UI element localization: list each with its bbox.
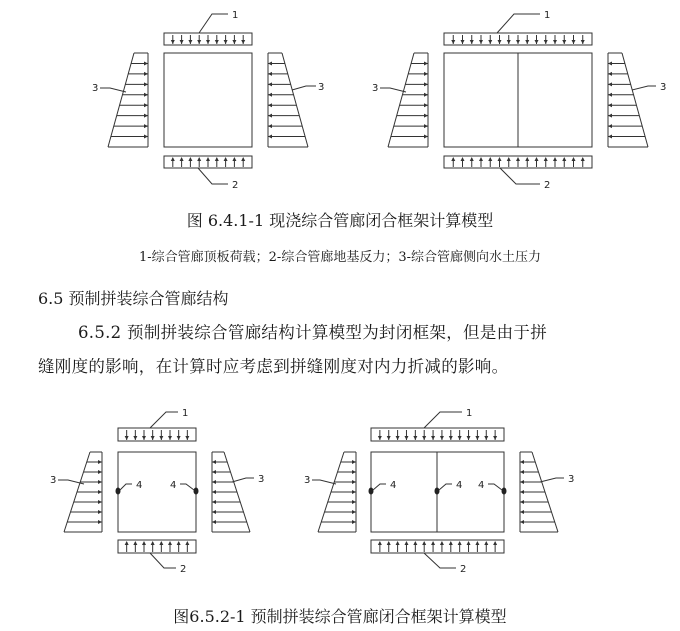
- base-reaction-double-arrow-head: [525, 157, 529, 161]
- lateral-left-single-slope-line: [108, 53, 134, 147]
- base-reaction-double-label: 2: [544, 180, 551, 191]
- joint-left-precast-double: [369, 488, 374, 495]
- lateral-right-double-arrow-head: [608, 93, 612, 97]
- lateral-left-precast-double-arrow-head: [352, 510, 356, 514]
- joint-right-precast-single: [194, 488, 199, 495]
- base-reaction-double-arrow-head: [507, 157, 511, 161]
- base-reaction-precast-double-band: [371, 540, 504, 553]
- lateral-right-double-arrow-head: [608, 82, 612, 86]
- lateral-right-precast-single-leader: [232, 478, 254, 482]
- lateral-right-single-arrow-head: [268, 103, 272, 107]
- lateral-left-single-arrow-head: [144, 124, 148, 128]
- joint-right-precast-double-label: 4: [478, 480, 485, 491]
- top-load-precast-double-arrow-head: [467, 436, 471, 440]
- top-load-precast-single-arrow-head: [125, 436, 129, 440]
- paragraph-line-2: 缝刚度的影响，在计算时应考虑到拼缝刚度对内力折减的影响。: [38, 357, 509, 376]
- lateral-left-double-slope-line: [388, 53, 414, 147]
- base-reaction-precast-single-arrow-head: [142, 541, 146, 545]
- top-load-double-arrow-head: [562, 40, 566, 44]
- lateral-right-single-arrow-head: [268, 124, 272, 128]
- base-reaction-precast-double-arrow-head: [378, 541, 382, 545]
- paragraph-line-1: 6.5.2 预制拼装综合管廊结构计算模型为封闭框架，但是由于拼: [78, 323, 548, 342]
- figure-2-diagram: [0, 400, 680, 590]
- lateral-right-precast-single-arrow-head: [212, 490, 216, 494]
- base-reaction-double-arrow-head: [535, 157, 539, 161]
- top-load-double-arrow-head: [470, 40, 474, 44]
- figure-1-caption: 图 6.4.1-1 现浇综合管廊闭合框架计算模型: [186, 211, 494, 230]
- base-reaction-single-arrow-head: [224, 157, 228, 161]
- base-reaction-precast-double-arrow-head: [413, 541, 417, 545]
- joint-left-precast-single: [116, 488, 121, 495]
- top-load-single-arrow-head: [241, 40, 245, 44]
- lateral-left-precast-single-arrow-head: [98, 480, 102, 484]
- base-reaction-double-arrow-head: [572, 157, 576, 161]
- joint-middle-precast-double-label: 4: [456, 480, 463, 491]
- top-load-precast-double-arrow-head: [378, 436, 382, 440]
- lateral-right-double-label: 3: [660, 82, 667, 93]
- top-load-double-leader: [497, 14, 540, 33]
- top-load-precast-double-arrow-head: [475, 436, 479, 440]
- lateral-left-precast-single-arrow-head: [98, 500, 102, 504]
- lateral-right-double-arrow-head: [608, 114, 612, 118]
- top-load-double-arrow-head: [544, 40, 548, 44]
- lateral-right-precast-double-arrow-head: [520, 510, 524, 514]
- top-load-single-label: 1: [232, 10, 239, 21]
- lateral-right-precast-single-label: 3: [258, 474, 265, 485]
- lateral-left-double-arrow-head: [424, 72, 428, 76]
- top-load-precast-double-arrow-head: [440, 436, 444, 440]
- joint-right-precast-single-label: 4: [170, 480, 177, 491]
- top-load-precast-single-label: 1: [182, 408, 189, 419]
- lateral-left-precast-double-arrow-head: [352, 500, 356, 504]
- base-reaction-precast-single-arrow-head: [177, 541, 181, 545]
- base-reaction-single-arrow-head: [171, 157, 175, 161]
- lateral-right-precast-double-arrow-head: [520, 490, 524, 494]
- top-load-single-arrow-head: [197, 40, 201, 44]
- figure-1-legend: 1-综合管廊顶板荷载；2-综合管廊地基反力；3-综合管廊侧向水土压力: [139, 250, 541, 265]
- lateral-left-double-arrow-head: [424, 103, 428, 107]
- lateral-right-double-arrow-head: [608, 72, 612, 76]
- base-reaction-precast-double-arrow-head: [440, 541, 444, 545]
- top-load-double-arrow-head: [461, 40, 465, 44]
- base-reaction-double-arrow-head: [451, 157, 455, 161]
- base-reaction-precast-double-arrow-head: [449, 541, 453, 545]
- joint-middle-precast-double: [435, 488, 440, 495]
- base-reaction-precast-double-arrow-head: [422, 541, 426, 545]
- base-reaction-double-arrow-head: [498, 157, 502, 161]
- lateral-left-precast-single-label: 3: [50, 475, 57, 486]
- lateral-left-double-arrow-head: [424, 93, 428, 97]
- lateral-left-precast-single-arrow-head: [98, 510, 102, 514]
- top-load-precast-single-arrow-head: [168, 436, 172, 440]
- lateral-left-precast-double-label: 3: [304, 475, 311, 486]
- base-reaction-precast-double-arrow-head: [458, 541, 462, 545]
- top-load-precast-single-arrow-head: [133, 436, 137, 440]
- top-load-precast-double-arrow-head: [449, 436, 453, 440]
- top-load-double-arrow-head: [581, 40, 585, 44]
- lateral-left-double-arrow-head: [424, 124, 428, 128]
- lateral-left-precast-single-arrow-head: [98, 520, 102, 524]
- top-load-precast-single-arrow-head: [159, 436, 163, 440]
- lateral-left-double-leader: [380, 88, 406, 92]
- lateral-left-single-arrow-head: [144, 61, 148, 65]
- lateral-left-precast-double-leader: [312, 480, 336, 484]
- section-heading: 6.5 预制拼装综合管廊结构: [38, 289, 229, 308]
- base-reaction-precast-double-label: 2: [460, 564, 467, 575]
- base-reaction-precast-double-arrow-head: [484, 541, 488, 545]
- top-load-single-arrow-head: [215, 40, 219, 44]
- base-reaction-double-arrow-head: [581, 157, 585, 161]
- lateral-right-double-arrow-head: [608, 61, 612, 65]
- top-load-precast-single-arrow-head: [177, 436, 181, 440]
- joint-left-precast-double-leader: [373, 484, 386, 490]
- base-reaction-precast-single-band: [118, 540, 196, 553]
- lateral-left-precast-single-arrow-head: [98, 460, 102, 464]
- top-load-double-arrow-head: [516, 40, 520, 44]
- top-load-single-arrow-head: [171, 40, 175, 44]
- lateral-right-double-arrow-head: [608, 135, 612, 139]
- top-load-double-arrow-head: [479, 40, 483, 44]
- base-reaction-single-arrow-head: [188, 157, 192, 161]
- lateral-left-precast-double-arrow-head: [352, 480, 356, 484]
- base-reaction-precast-double-arrow-head: [387, 541, 391, 545]
- top-load-double-label: 1: [544, 10, 551, 21]
- top-load-precast-double-label: 1: [466, 408, 473, 419]
- top-load-double-arrow-head: [498, 40, 502, 44]
- lateral-left-single-arrow-head: [144, 114, 148, 118]
- base-reaction-single-arrow-head: [197, 157, 201, 161]
- base-reaction-double-arrow-head: [544, 157, 548, 161]
- top-load-single-arrow-head: [206, 40, 210, 44]
- base-reaction-double-arrow-head: [488, 157, 492, 161]
- top-load-precast-double-arrow-head: [396, 436, 400, 440]
- lateral-right-single-arrow-head: [268, 93, 272, 97]
- top-load-double-arrow-head: [488, 40, 492, 44]
- base-reaction-precast-single-arrow-head: [168, 541, 172, 545]
- figure-1-diagram: [0, 0, 680, 200]
- lateral-left-precast-double-arrow-head: [352, 470, 356, 474]
- lateral-right-single-label: 3: [318, 82, 325, 93]
- lateral-right-single-arrow-head: [268, 114, 272, 118]
- lateral-left-single-label: 3: [92, 83, 99, 94]
- lateral-left-precast-double-arrow-head: [352, 520, 356, 524]
- lateral-right-precast-double-arrow-head: [520, 480, 524, 484]
- figure-2: [0, 400, 680, 590]
- lateral-right-precast-double-label: 3: [568, 474, 575, 485]
- lateral-left-precast-single-arrow-head: [98, 490, 102, 494]
- lateral-right-precast-single-arrow-head: [212, 510, 216, 514]
- joint-right-precast-single-leader: [180, 484, 194, 490]
- lateral-right-double-arrow-head: [608, 103, 612, 107]
- top-load-single-leader: [199, 14, 228, 33]
- lateral-right-precast-double-arrow-head: [520, 470, 524, 474]
- lateral-left-precast-single-arrow-head: [98, 470, 102, 474]
- frame-single-precast: [118, 452, 196, 532]
- top-load-single-arrow-head: [188, 40, 192, 44]
- lateral-right-precast-single-arrow-head: [212, 460, 216, 464]
- base-reaction-single-arrow-head: [206, 157, 210, 161]
- base-reaction-single-arrow-head: [180, 157, 184, 161]
- top-load-double-arrow-head: [572, 40, 576, 44]
- lateral-right-double-arrow-head: [608, 124, 612, 128]
- base-reaction-precast-double-arrow-head: [493, 541, 497, 545]
- lateral-right-single-arrow-head: [268, 72, 272, 76]
- lateral-right-double-leader: [632, 86, 656, 90]
- frame-single: [164, 53, 252, 147]
- lateral-left-double-arrow-head: [424, 82, 428, 86]
- top-load-double-arrow-head: [507, 40, 511, 44]
- joint-left-precast-single-label: 4: [136, 480, 143, 491]
- lateral-right-single-arrow-head: [268, 135, 272, 139]
- joint-right-precast-double-leader: [488, 484, 502, 490]
- joint-left-precast-single-leader: [120, 484, 132, 490]
- top-load-precast-double-arrow-head: [404, 436, 408, 440]
- lateral-left-single-arrow-head: [144, 72, 148, 76]
- base-reaction-precast-double-arrow-head: [431, 541, 435, 545]
- base-reaction-precast-double-leader: [424, 553, 456, 568]
- top-load-precast-single-arrow-head: [151, 436, 155, 440]
- top-load-precast-single-arrow-head: [142, 436, 146, 440]
- base-reaction-single-arrow-head: [232, 157, 236, 161]
- top-load-precast-single-arrow-head: [185, 436, 189, 440]
- top-load-precast-single-band: [118, 428, 196, 441]
- top-load-single-arrow-head: [232, 40, 236, 44]
- joint-right-precast-double: [502, 488, 507, 495]
- top-load-precast-double-arrow-head: [413, 436, 417, 440]
- figure-1: [0, 0, 680, 200]
- lateral-left-precast-double-arrow-head: [352, 490, 356, 494]
- base-reaction-single-arrow-head: [215, 157, 219, 161]
- joint-left-precast-double-label: 4: [390, 480, 397, 491]
- top-load-double-arrow-head: [525, 40, 529, 44]
- top-load-single-arrow-head: [180, 40, 184, 44]
- lateral-right-precast-single-arrow-head: [212, 480, 216, 484]
- top-load-precast-double-arrow-head: [458, 436, 462, 440]
- base-reaction-precast-single-arrow-head: [185, 541, 189, 545]
- lateral-right-precast-double-leader: [540, 478, 564, 482]
- base-reaction-precast-single-label: 2: [180, 564, 187, 575]
- lateral-left-precast-double-arrow-head: [352, 460, 356, 464]
- top-load-precast-double-leader: [424, 412, 462, 428]
- lateral-right-precast-double-arrow-head: [520, 460, 524, 464]
- base-reaction-double-arrow-head: [461, 157, 465, 161]
- lateral-left-single-arrow-head: [144, 93, 148, 97]
- top-load-precast-double-arrow-head: [431, 436, 435, 440]
- lateral-right-single-leader: [292, 86, 316, 90]
- base-reaction-precast-single-arrow-head: [133, 541, 137, 545]
- base-reaction-precast-double-arrow-head: [475, 541, 479, 545]
- figure-2-caption: 图6.5.2-1 预制拼装综合管廊闭合框架计算模型: [173, 607, 507, 626]
- base-reaction-precast-double-arrow-head: [404, 541, 408, 545]
- base-reaction-precast-single-arrow-head: [125, 541, 129, 545]
- lateral-left-single-arrow-head: [144, 135, 148, 139]
- top-load-double-arrow-head: [535, 40, 539, 44]
- paragraph: [38, 316, 650, 384]
- lateral-left-single-arrow-head: [144, 103, 148, 107]
- base-reaction-precast-double-arrow-head: [396, 541, 400, 545]
- base-reaction-double-arrow-head: [479, 157, 483, 161]
- lateral-right-double-slope-line: [622, 53, 648, 147]
- base-reaction-double-arrow-head: [553, 157, 557, 161]
- top-load-precast-single-leader: [150, 412, 178, 428]
- top-load-single-arrow-head: [224, 40, 228, 44]
- lateral-left-double-arrow-head: [424, 61, 428, 65]
- joint-middle-precast-double-leader: [439, 484, 452, 490]
- lateral-right-single-slope-line: [282, 53, 308, 147]
- base-reaction-double-arrow-head: [516, 157, 520, 161]
- top-load-precast-double-arrow-head: [387, 436, 391, 440]
- base-reaction-precast-single-arrow-head: [151, 541, 155, 545]
- lateral-right-precast-double-arrow-head: [520, 520, 524, 524]
- lateral-right-single-arrow-head: [268, 61, 272, 65]
- lateral-left-single-leader: [100, 88, 126, 92]
- lateral-right-precast-single-arrow-head: [212, 470, 216, 474]
- top-load-precast-double-arrow-head: [422, 436, 426, 440]
- base-reaction-single-label: 2: [232, 180, 239, 191]
- lateral-left-double-arrow-head: [424, 114, 428, 118]
- top-load-double-arrow-head: [451, 40, 455, 44]
- base-reaction-precast-double-arrow-head: [467, 541, 471, 545]
- lateral-right-precast-single-arrow-head: [212, 500, 216, 504]
- top-load-precast-double-arrow-head: [493, 436, 497, 440]
- base-reaction-precast-single-arrow-head: [159, 541, 163, 545]
- base-reaction-double-arrow-head: [562, 157, 566, 161]
- lateral-right-precast-single-arrow-head: [212, 520, 216, 524]
- top-load-double-arrow-head: [553, 40, 557, 44]
- base-reaction-double-leader: [500, 168, 540, 184]
- lateral-right-single-arrow-head: [268, 82, 272, 86]
- base-reaction-single-arrow-head: [241, 157, 245, 161]
- top-load-precast-double-arrow-head: [484, 436, 488, 440]
- base-reaction-double-arrow-head: [470, 157, 474, 161]
- lateral-right-precast-double-arrow-head: [520, 500, 524, 504]
- base-reaction-single-leader: [198, 168, 228, 184]
- top-load-precast-double-band: [371, 428, 504, 441]
- lateral-left-single-arrow-head: [144, 82, 148, 86]
- lateral-left-double-arrow-head: [424, 135, 428, 139]
- base-reaction-precast-single-leader: [150, 553, 176, 568]
- lateral-left-double-label: 3: [372, 83, 379, 94]
